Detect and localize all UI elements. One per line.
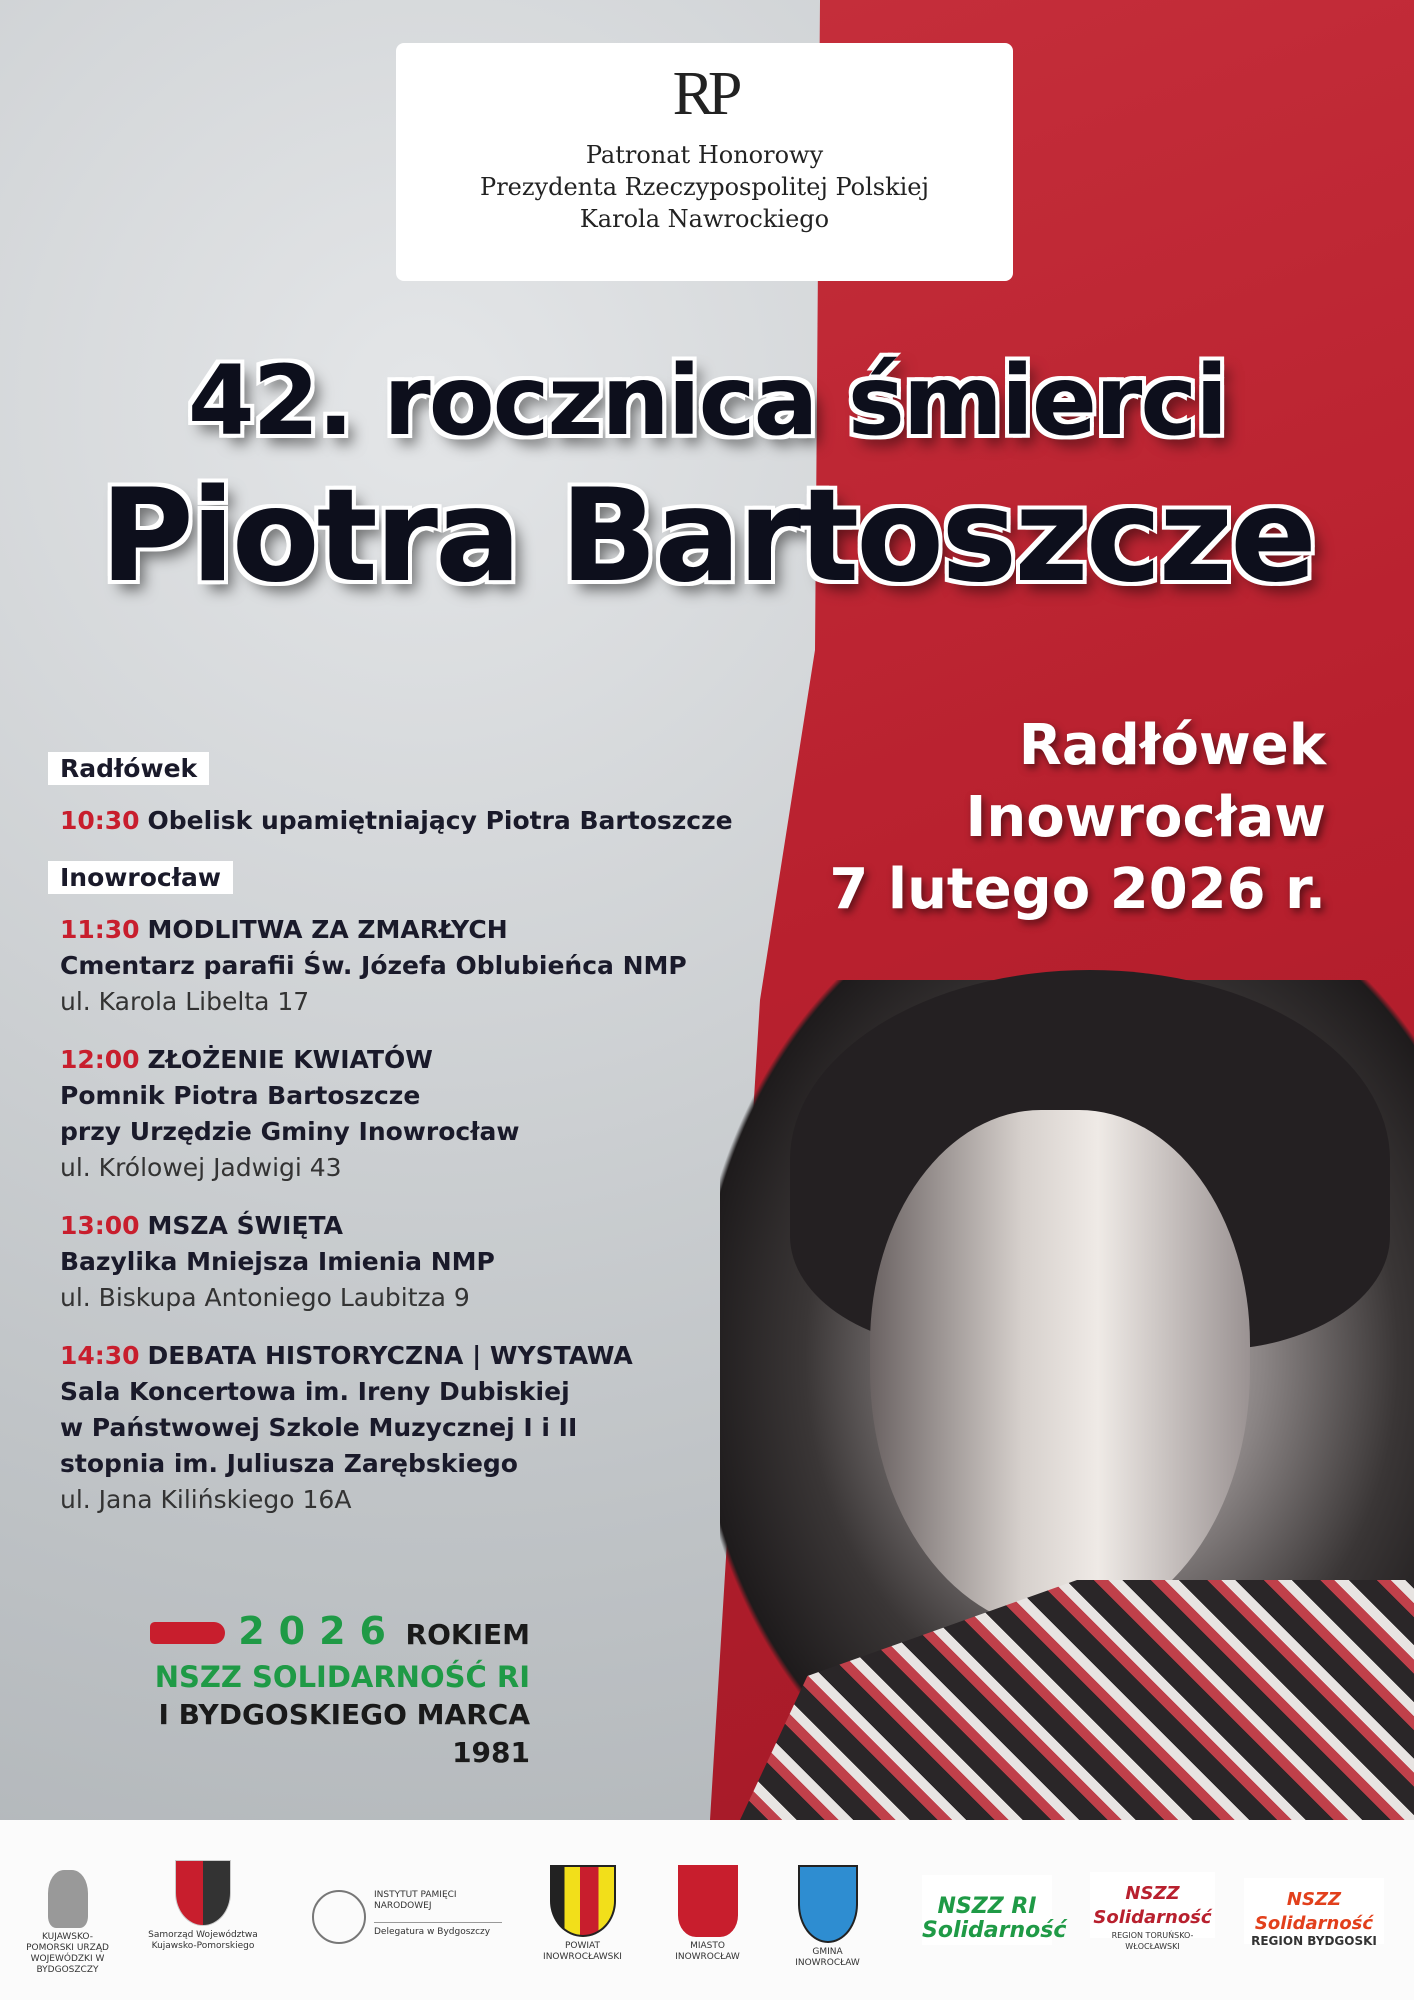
sol-line-3: I BYDGOSKIEGO MARCA 1981	[158, 1698, 530, 1769]
place-2: Inowrocław	[965, 785, 1326, 850]
agenda	[60, 752, 780, 1540]
event-venue: stopnia im. Juliusza Zarębskiego	[60, 1449, 518, 1478]
crest-icon	[678, 1865, 738, 1937]
event-venue: przy Urzędzie Gminy Inowrocław	[60, 1117, 520, 1146]
eagle-icon	[48, 1870, 88, 1928]
title-line-1: 42. rocznica śmierci	[187, 345, 1227, 457]
patronage-box	[396, 43, 1013, 281]
agenda-event	[60, 1338, 780, 1518]
patronage-line: Patronat Honorowy	[585, 141, 824, 169]
agenda-event	[60, 912, 780, 1020]
logo-urzad-wojewodzki: KUJAWSKO-POMORSKI URZĄD WOJEWÓDZKI W BYDGOSZCZY	[20, 1870, 115, 1976]
sol-line-2: NSZZ SOLIDARNOŚĆ RI	[154, 1660, 530, 1694]
event-venue: Bazylika Mniejsza Imienia NMP	[60, 1247, 495, 1276]
footer-logos	[0, 1820, 1414, 2000]
crest-icon	[798, 1865, 858, 1943]
portrait-face	[870, 1110, 1250, 1630]
patronage-line: Karola Nawrockiego	[579, 205, 830, 233]
logo-ipn: INSTYTUT PAMIĘCI NARODOWEJ Delegatura w Bydgoszczy	[312, 1890, 502, 1944]
event-time: 10:30	[60, 806, 140, 835]
place-1: Radłówek	[1018, 713, 1326, 778]
place-date-info	[829, 710, 1326, 926]
event-venue: Cmentarz parafii Św. Józefa Oblubieńca NMP	[60, 951, 687, 980]
ipn-seal-icon	[312, 1890, 366, 1944]
crest-icon	[175, 1860, 231, 1926]
event-time: 13:00	[60, 1211, 140, 1240]
event-date: 7 lutego 2026 r.	[829, 857, 1326, 922]
logo-gmina: GMINA INOWROCŁAW	[785, 1865, 870, 1969]
year: 2026	[238, 1609, 400, 1653]
solidarnosc-year-logo	[106, 1609, 530, 1772]
event-address: ul. Biskupa Antoniego Laubitza 9	[60, 1283, 470, 1312]
event-venue: Sala Koncertowa im. Ireny Dubiskiej	[60, 1377, 570, 1406]
patronage-line: Prezydenta Rzeczypospolitej Polskiej	[480, 173, 929, 201]
logo-solidarnosc-ri: NSZZ RI Solidarność	[922, 1875, 1052, 1945]
place-tag: Inowrocław	[48, 861, 233, 894]
place-tag: Radłówek	[48, 752, 209, 785]
event-title: Obelisk upamiętniający Piotra Bartoszcze	[147, 806, 733, 835]
agenda-event	[60, 1208, 780, 1316]
logo-samorzad: Samorząd Województwa Kujawsko-Pomorskiego	[148, 1860, 258, 1952]
agenda-event	[60, 803, 780, 839]
event-address: ul. Jana Kilińskiego 16A	[60, 1485, 352, 1514]
logo-solidarnosc-torun: NSZZ Solidarność REGION TORUŃSKO-WŁOCŁAWSKI	[1090, 1872, 1215, 1938]
event-address: ul. Karola Libelta 17	[60, 987, 310, 1016]
event-title: DEBATA HISTORYCZNA | WYSTAWA	[147, 1341, 633, 1370]
crest-icon	[550, 1865, 616, 1937]
logo-miasto: MIASTO INOWROCŁAW	[665, 1865, 750, 1963]
event-title: MSZA ŚWIĘTA	[147, 1211, 344, 1240]
event-time: 12:00	[60, 1045, 140, 1074]
rokiem: ROKIEM	[405, 1618, 530, 1651]
event-venue: w Państwowej Szkole Muzycznej I i II	[60, 1413, 578, 1442]
logo-powiat: POWIAT INOWROCŁAWSKI	[535, 1865, 630, 1963]
title-line-2: Piotra Bartoszcze	[100, 462, 1314, 611]
event-venue: Pomnik Piotra Bartoszcze	[60, 1081, 421, 1110]
agenda-event	[60, 1042, 780, 1186]
rp-logo: RP	[672, 60, 737, 128]
event-time: 14:30	[60, 1341, 140, 1370]
event-address: ul. Królowej Jadwigi 43	[60, 1153, 342, 1182]
event-title: MODLITWA ZA ZMARŁYCH	[147, 915, 508, 944]
event-time: 11:30	[60, 915, 140, 944]
event-title: ZŁOŻENIE KWIATÓW	[147, 1045, 433, 1074]
logo-solidarnosc-bydgoszcz: NSZZ Solidarność REGION BYDGOSKI	[1244, 1878, 1384, 1944]
